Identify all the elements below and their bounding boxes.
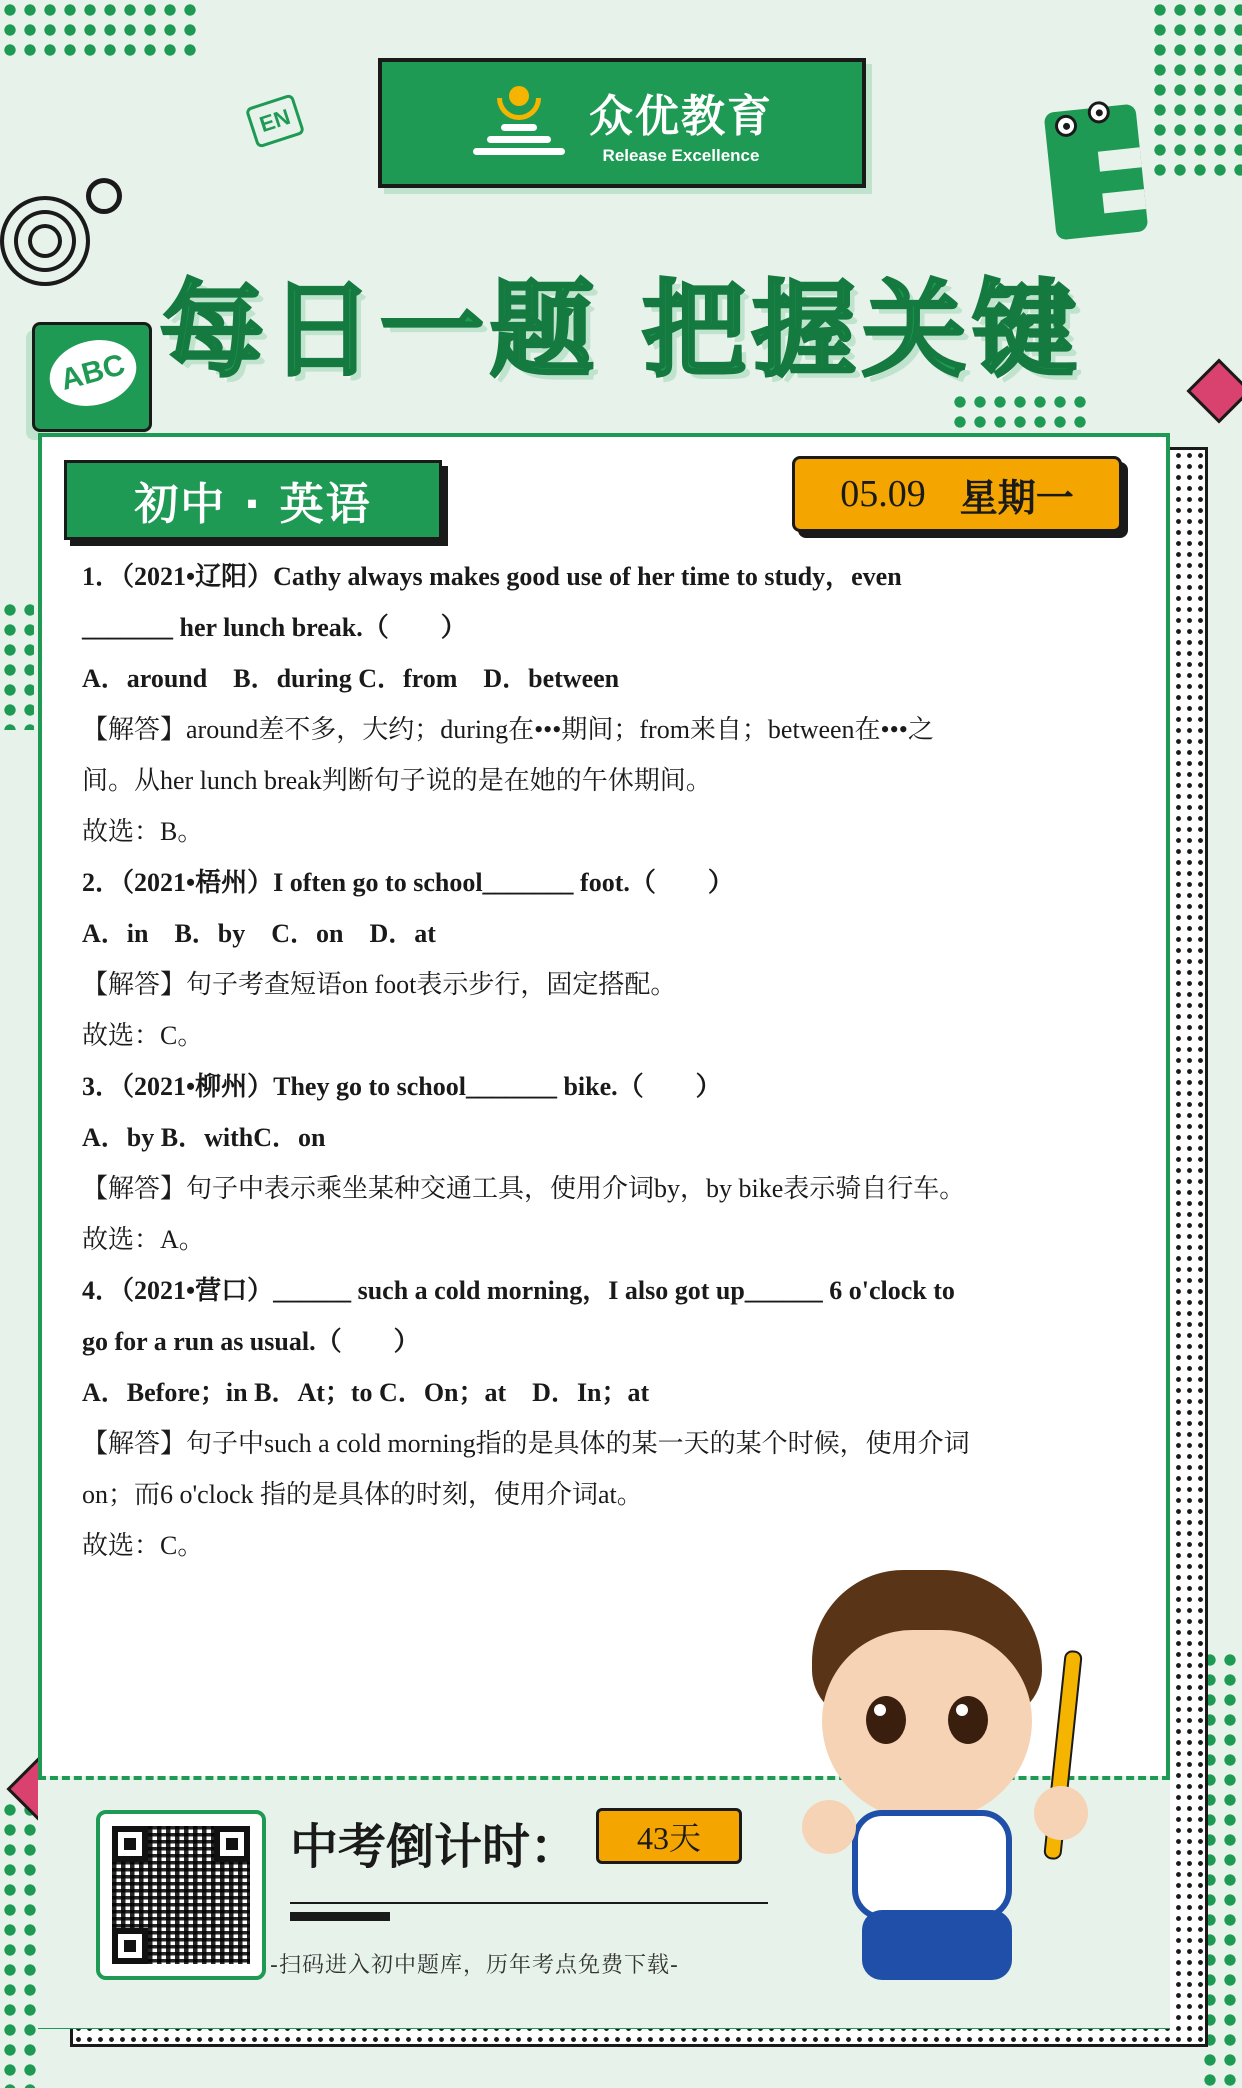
- question-options: A．Before；in B．At；to C．On；at D．In；at: [82, 1378, 650, 1407]
- decor-dots-left-bottom: [0, 1800, 40, 2088]
- question-text: 1．（2021•辽阳）Cathy always makes good use of her time to study，even: [82, 562, 902, 591]
- brand-name-cn: 众优教育: [589, 91, 773, 142]
- question-item: [82, 551, 1132, 857]
- scan-instruction: -扫码进入初中题库，历年考点免费下载-: [270, 1953, 679, 1978]
- letter-e-mascot-icon: [1044, 104, 1149, 241]
- answer-explanation: 间。从her lunch break判断句子说的是在她的午休期间。: [82, 766, 712, 795]
- answer-explanation: 【解答】句子中such a cold morning指的是具体的某一天的某个时候，使用介词: [82, 1429, 970, 1458]
- abc-book-icon: ABC: [32, 322, 152, 432]
- question-options: A．in B．by C．on D．at: [82, 919, 436, 948]
- date-badge: [792, 456, 1122, 532]
- decor-dots-top-left: [0, 0, 200, 60]
- logo-emblem-icon: [471, 84, 567, 162]
- answer-explanation: 【解答】句子考查短语on foot表示步行，固定搭配。: [82, 970, 677, 999]
- subject-tag: 初中 · 英语: [64, 460, 442, 540]
- date-day: 05.09: [840, 473, 926, 515]
- answer-choice: 故选：B。: [82, 817, 204, 846]
- countdown-label: 中考倒计时：: [290, 1819, 579, 1875]
- question-text: 4．（2021•营口）______ such a cold morning，I also got up______ 6 o'clock to: [82, 1276, 955, 1305]
- brand-logo: [378, 58, 866, 188]
- question-item: [82, 1265, 1132, 1571]
- question-options: A．around B．during C．from D．between: [82, 664, 620, 693]
- question-options: A．by B．withC．on: [82, 1123, 326, 1152]
- decor-dots-right-mid: [950, 392, 1090, 432]
- divider: [290, 1902, 768, 1904]
- date-weekday: 星期一: [959, 477, 1074, 520]
- answer-explanation: 【解答】around差不多，大约；during在•••期间；from来自；between在•••之: [82, 715, 934, 744]
- question-text: 2．（2021•梧州）I often go to school_______ foot.（ ）: [82, 868, 734, 897]
- student-mascot-image: [772, 1560, 1132, 2000]
- page-headline: 每日一题 把握关键: [159, 269, 1083, 391]
- answer-choice: 故选：C。: [82, 1531, 204, 1560]
- circle-icon: [86, 178, 122, 214]
- question-item: [82, 857, 1132, 1061]
- divider-accent: [290, 1912, 390, 1921]
- answer-choice: 故选：C。: [82, 1021, 204, 1050]
- question-item: [82, 1061, 1132, 1265]
- answer-choice: 故选：A。: [82, 1225, 205, 1254]
- question-text: _______ her lunch break.（ ）: [82, 613, 467, 642]
- question-text: go for a run as usual.（ ）: [82, 1327, 420, 1356]
- decor-dots-left-mid: [0, 600, 34, 730]
- question-text: 3．（2021•柳州）They go to school_______ bike.（ ）: [82, 1072, 722, 1101]
- qr-code-icon: [112, 1826, 250, 1964]
- brand-name-en: Release Excellence: [602, 146, 760, 165]
- qr-code[interactable]: [96, 1810, 266, 1980]
- question-list: [82, 551, 1132, 1571]
- answer-explanation: 【解答】句子中表示乘坐某种交通工具，使用介词by，by bike表示骑自行车。: [82, 1174, 966, 1203]
- en-badge-icon: EN: [245, 93, 306, 148]
- answer-explanation: on；而6 o'clock 指的是具体的时刻，使用介词at。: [82, 1480, 643, 1509]
- decor-dots-top-right: [1150, 0, 1242, 180]
- countdown-days-badge: 43天: [596, 1808, 742, 1864]
